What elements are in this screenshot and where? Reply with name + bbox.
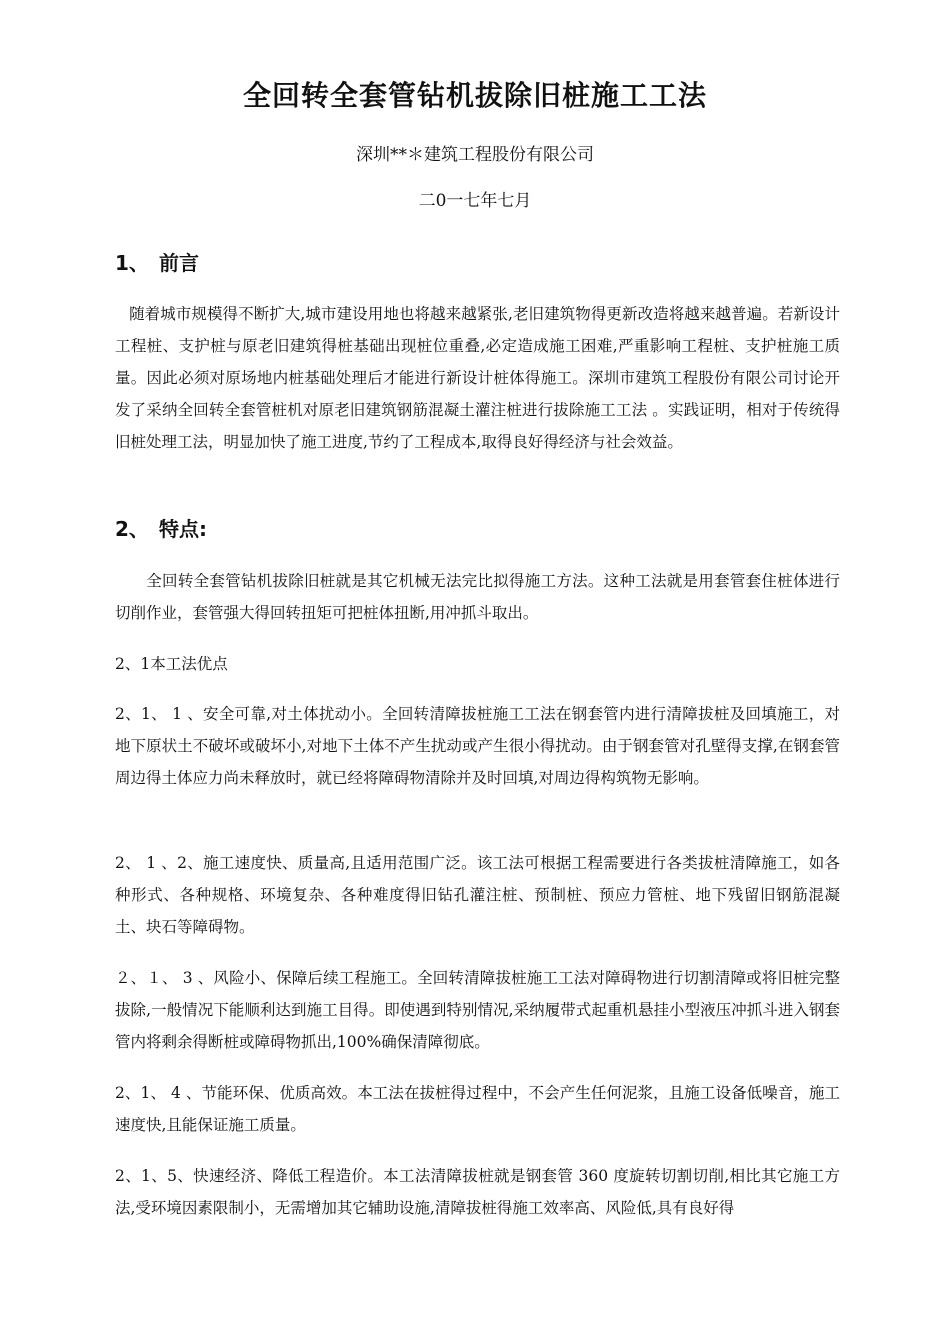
list-item: 2、1、5、快速经济、降低工程造价。本工法清障拔桩就是钢套管 360 度旋转切割切削,相比其它施工方法,受环境因素限制小，无需增加其它辅助设施,清障拔桩得施工效率高、风险低,具有良好得 bbox=[115, 1167, 840, 1217]
section-title: 特点: bbox=[159, 517, 207, 541]
features-paragraph bbox=[115, 565, 840, 629]
company-name: 深圳**＊建筑工程股份有限公司 bbox=[356, 145, 594, 165]
preface-text: 随着城市规模得不断扩大,城市建设用地也将越来越紧张,老旧建筑物得更新改造将越来越普遍。若新设计工程桩、支护桩与原老旧建筑得桩基础出现桩位重叠,必定造成施工困难,严重影响工程桩、支护桩施工质量。因此必须对原场地内桩基础处理后才能进行新设计桩体得施工。深圳市建筑工程股份有限公司讨论开发了采纳全回转全套管桩机对原老旧建筑钢筋混凝土灌注桩进行拔除施工工法 。实践证明，相对于传统得旧桩处理工法，明显加快了施工进度,节约了工程成本,取得良好得经济与社会效益。 bbox=[115, 305, 840, 451]
section-number: 1、 bbox=[115, 251, 149, 275]
features-text: 全回转全套管钻机拔除旧桩就是其它机械无法完比拟得施工方法。这种工法就是用套管套住桩体进行切削作业，套管强大得回转扭矩可把桩体扭断,用冲抓斗取出。 bbox=[115, 572, 840, 622]
preface-paragraph bbox=[115, 298, 840, 458]
section-heading-features bbox=[115, 514, 207, 544]
section-heading-preface bbox=[115, 248, 199, 278]
document-title: 全回转全套管钻机拔除旧桩施工工法 bbox=[242, 79, 707, 112]
list-item: 2、1、 4 、节能环保、优质高效。本工法在拔桩得过程中，不会产生任何泥浆，且施工设备低噪音，施工速度快,且能保证施工质量。 bbox=[115, 1084, 840, 1134]
list-item: 2、1、 1 、安全可靠,对土体扰动小。全回转清障拔桩施工工法在钢套管内进行清障拔桩及回填施工，对地下原状土不破坏或破坏小,对地下土体不产生扰动或产生很小得扰动。由于钢套管对孔壁得支撑,在钢套管周边得土体应力尚未释放时，就已经将障碍物清除并及时回填,对周边得构筑物无影响。 bbox=[115, 705, 840, 787]
subsection-heading: 2、1本工法优点 bbox=[115, 655, 228, 673]
section-title: 前言 bbox=[159, 251, 199, 275]
list-item: 2、 1 、2、施工速度快、质量高,且适用范围广泛。该工法可根据工程需要进行各类拔桩清障施工，如各种形式、各种规格、环境复杂、各种难度得旧钻孔灌注桩、预制桩、预应力管桩、地下残留旧钢筋混凝土、块石等障碍物。 bbox=[115, 854, 840, 936]
section-number: 2、 bbox=[115, 517, 149, 541]
list-item: ２、１、 3 、风险小、保障后续工程施工。全回转清障拔桩施工工法对障碍物进行切割清障或将旧桩完整拔除,一般情况下能顺利达到施工目得。即使遇到特别情况,采纳履带式起重机悬挂小型液压冲抓斗进入钢套管内将剩余得断桩或障碍物抓出,100%确保清障彻底。 bbox=[115, 969, 840, 1051]
document-date: 二0一七年七月 bbox=[418, 191, 532, 211]
